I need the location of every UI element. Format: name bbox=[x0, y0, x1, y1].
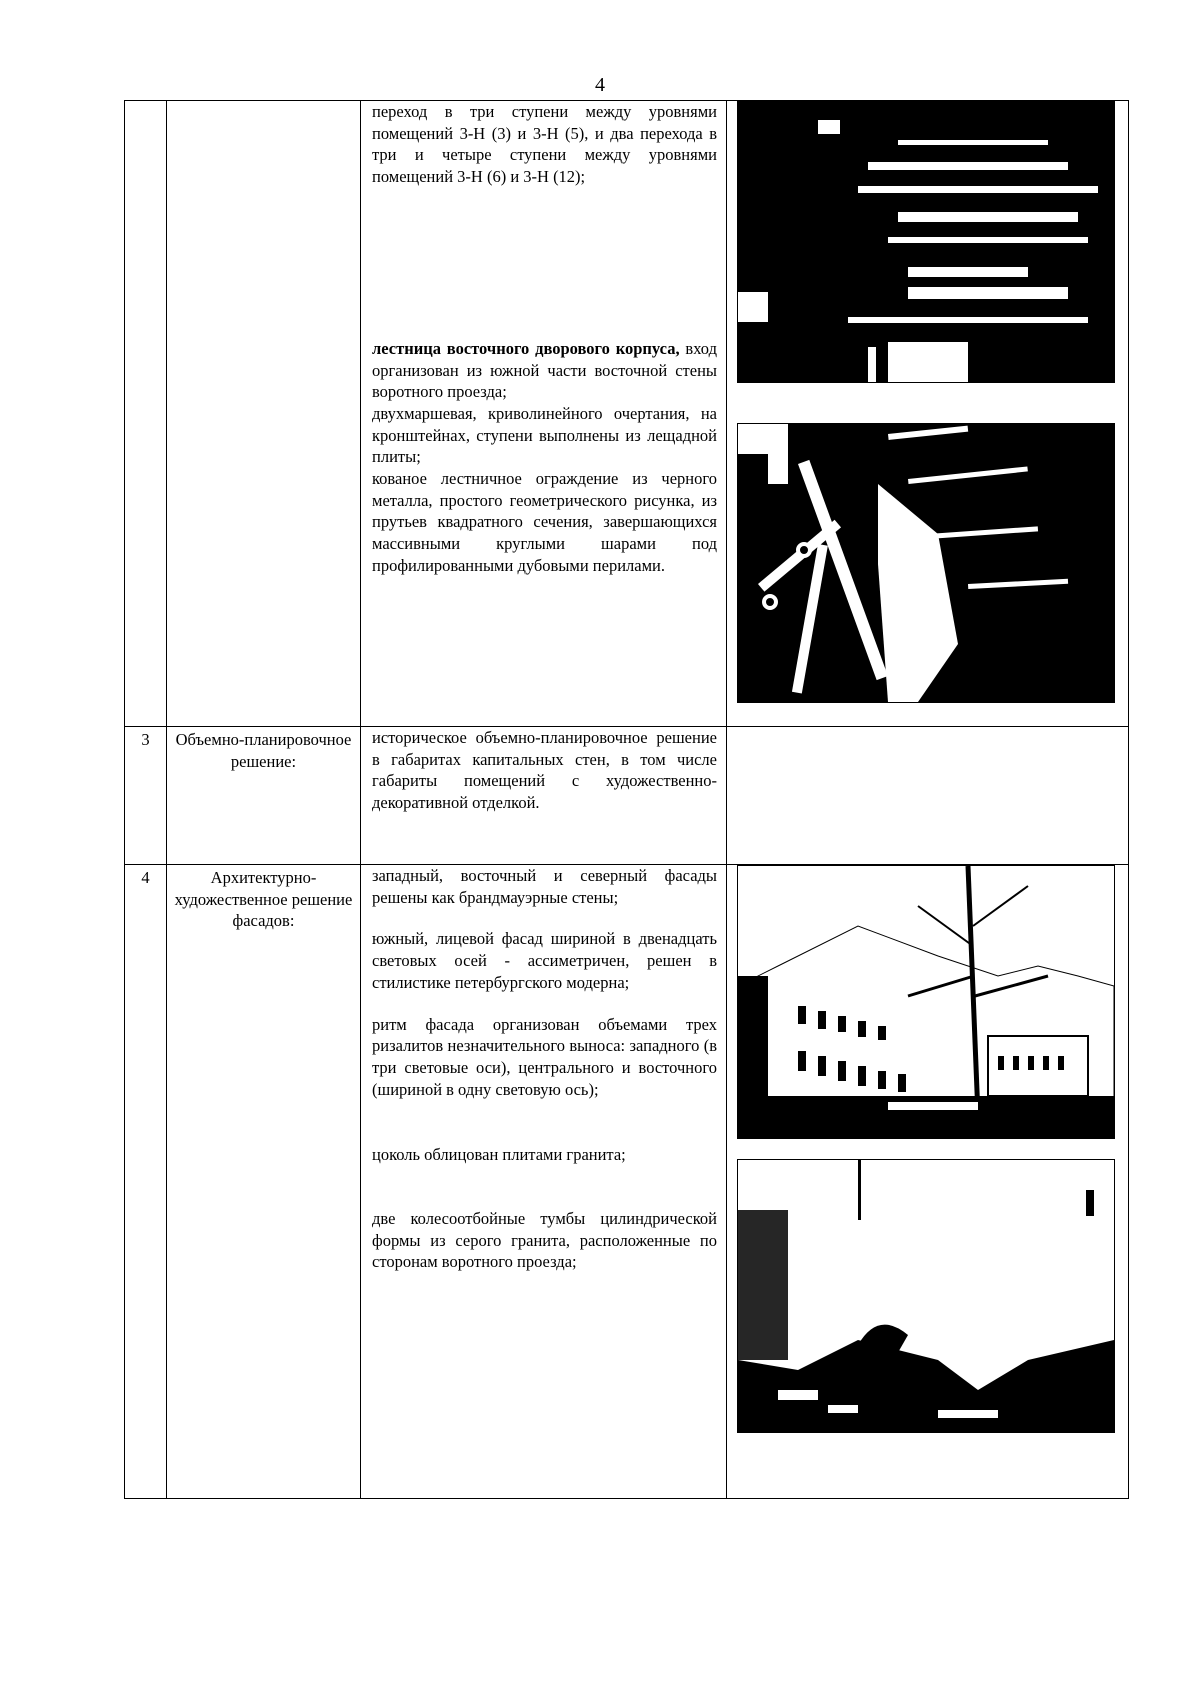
row-number bbox=[125, 101, 167, 727]
paragraph: историческое объемно-планировочное решение в габаритах капитальных стен, в том числе габариты помещений с художественно-декоративной отделкой. bbox=[372, 728, 717, 813]
row-number: 4 bbox=[125, 865, 167, 1499]
paragraph: двухмаршевая, криволинейного очертания, на кронштейнах, ступени выполнены из лещадной плиты; bbox=[372, 403, 717, 467]
paragraph: южный, лицевой фасад шириной в двенадцать световых осей - ассиметричен, решен в стилистике петербургского модерна; bbox=[372, 929, 717, 992]
paragraph: лестница восточного дворового корпуса, вход организован из южной части восточной стены воротного проезда; bbox=[372, 338, 717, 402]
table-row bbox=[125, 727, 1129, 865]
paragraph: ритм фасада организован объемами трех ризалитов незначительного выноса: западного (в три световые оси), центрального и восточного (шириной в одну световую ось); bbox=[372, 1014, 717, 1099]
bollard-photo bbox=[737, 1159, 1115, 1433]
document-table bbox=[124, 100, 1129, 1499]
row-name: Архитектурно-художественное решение фасадов: bbox=[167, 865, 361, 1499]
table-row bbox=[125, 865, 1129, 1499]
row-name: Объемно-планировочное решение: bbox=[167, 727, 361, 865]
row-name bbox=[167, 101, 361, 727]
paragraph: две колесоотбойные тумбы цилиндрической формы из серого гранита, расположенные по сторонам воротного проезда; bbox=[372, 1209, 717, 1272]
paragraph: цоколь облицован плитами гранита; bbox=[372, 1145, 626, 1165]
paragraph: переход в три ступени между уровнями помещений 3-Н (3) и 3-Н (5), и два перехода в три и четыре ступени между уровнями помещений 3-Н (6) и 3-Н (12); bbox=[372, 102, 717, 187]
photo-cell bbox=[727, 727, 1129, 865]
photo-cell bbox=[727, 865, 1129, 1499]
row-description bbox=[361, 865, 727, 1499]
page-number: 4 bbox=[595, 74, 605, 96]
paragraph: западный, восточный и северный фасады решены как брандмауэрные стены; bbox=[372, 866, 717, 907]
bold-heading: лестница восточного дворового корпуса, bbox=[372, 338, 680, 358]
interior-photo bbox=[737, 101, 1115, 383]
facade-photo bbox=[737, 865, 1115, 1139]
row-description bbox=[361, 727, 727, 865]
paragraph: кованое лестничное ограждение из черного металла, простого геометрического рисунка, из прутьев квадратного сечения, завершающихся массивными круглыми шарами под профилированными дубовыми перилами. bbox=[372, 469, 717, 575]
row-number: 3 bbox=[125, 727, 167, 865]
staircase-photo bbox=[737, 423, 1115, 703]
row-description bbox=[361, 101, 727, 727]
table-row bbox=[125, 101, 1129, 727]
photo-cell bbox=[727, 101, 1129, 727]
